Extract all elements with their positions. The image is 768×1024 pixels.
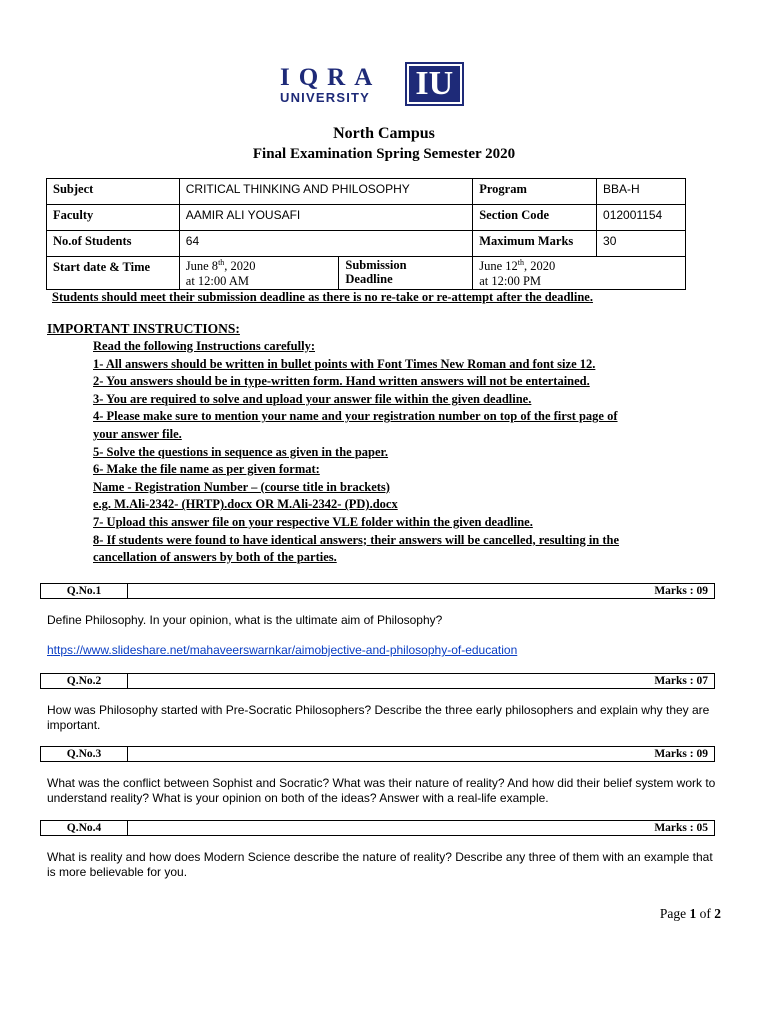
question-text-3: What was the conflict between Sophist and Socratic? What was their nature of reality? And how did their belief system work to understand reality? What is your opinion on both of the ideas? Answer with a real-life example.: [47, 776, 716, 805]
question-marks: Marks : 09: [654, 748, 708, 760]
section-code-label: Section Code: [473, 205, 597, 231]
program-value: BBA-H: [597, 179, 686, 205]
instruction-item: e.g. M.Ali-2342- (HRTP).docx OR M.Ali-2342- (PD).docx: [93, 497, 398, 512]
question-header-4: [40, 820, 715, 836]
logo-iqra-text: IQRA: [280, 63, 382, 91]
logo-university-text: UNIVERSITY: [280, 89, 371, 105]
max-marks-label: Maximum Marks: [473, 231, 597, 257]
instruction-item: 3- You are required to solve and upload your answer file within the given deadline.: [93, 391, 532, 406]
instructions-title: IMPORTANT INSTRUCTIONS:: [47, 321, 240, 336]
campus-title: North Campus: [333, 125, 435, 142]
question-text-2: How was Philosophy started with Pre-Socratic Philosophers? Describe the three early philosophers and explain why they are important.: [47, 703, 710, 732]
divider: [127, 584, 128, 598]
question-number: Q.No.2: [66, 675, 102, 687]
reference-link[interactable]: https://www.slideshare.net/mahaveerswarnkar/aimobjective-and-philosophy-of-education: [47, 643, 518, 657]
deadline-note: Students should meet their submission deadline as there is no re-take or re-attempt after the deadline.: [52, 290, 593, 304]
exam-title: Final Examination Spring Semester 2020: [252, 146, 516, 162]
deadline-date: June 12th, 2020: [479, 258, 556, 274]
divider: [127, 747, 128, 761]
faculty-value: AAMIR ALI YOUSAFI: [179, 205, 472, 231]
question-number: Q.No.1: [66, 585, 102, 597]
instruction-item: 1- All answers should be written in bullet points with Font Times New Roman and font size 12.: [93, 356, 596, 371]
max-marks-value: 30: [597, 231, 686, 257]
question-marks: Marks : 07: [654, 675, 708, 687]
start-date: June 8th, 2020: [185, 258, 256, 274]
question-header-1: [40, 583, 715, 599]
instruction-item: 2- You answers should be in type-written form. Hand written answers will not be entertained.: [93, 374, 590, 389]
instruction-item: 8- If students were found to have identical answers; their answers will be cancelled, resulting in the: [93, 532, 620, 547]
table-row: [47, 231, 686, 257]
instruction-item: 5- Solve the questions in sequence as given in the paper.: [93, 444, 389, 459]
course-info-table: [46, 178, 686, 290]
start-time: at 12:00 AM: [185, 273, 249, 288]
deadline-time: at 12:00 PM: [479, 273, 542, 288]
question-number: Q.No.3: [66, 748, 102, 760]
question-header-3: [40, 746, 715, 762]
question-number: Q.No.4: [66, 822, 102, 834]
subject-value: CRITICAL THINKING AND PHILOSOPHY: [179, 179, 472, 205]
section-code-value: 012001154: [597, 205, 686, 231]
divider: [127, 821, 128, 835]
question-marks: Marks : 09: [654, 585, 708, 597]
start-label: Start date & Time: [47, 257, 180, 290]
instruction-item: your answer file.: [93, 426, 182, 441]
deadline-value: [473, 257, 686, 290]
instruction-item: 6- Make the file name as per given format:: [93, 462, 320, 477]
question-text-1: Define Philosophy. In your opinion, what is the ultimate aim of Philosophy?: [47, 613, 443, 627]
students-value: 64: [179, 231, 472, 257]
page-number: Page 1 of 2: [659, 906, 721, 921]
instruction-item: Name - Registration Number – (course title in brackets): [93, 479, 390, 494]
instruction-item: cancellation of answers by both of the parties.: [93, 550, 337, 565]
start-value: [179, 257, 339, 290]
table-row: [47, 257, 686, 290]
table-row: [47, 205, 686, 231]
instruction-item: 7- Upload this answer file on your respective VLE folder within the given deadline.: [93, 514, 533, 529]
question-marks: Marks : 05: [654, 822, 708, 834]
instructions-list: [93, 338, 703, 567]
logo-wordmark: [276, 62, 401, 106]
submission-deadline-label: Submission Deadline: [339, 257, 473, 290]
instruction-item: Read the following Instructions carefully:: [93, 339, 315, 353]
students-label: No.of Students: [47, 231, 180, 257]
instruction-item: 4- Please make sure to mention your name and your registration number on top of the first page of: [93, 409, 618, 424]
faculty-label: Faculty: [47, 205, 180, 231]
subject-label: Subject: [47, 179, 180, 205]
table-row: [47, 179, 686, 205]
logo-iu-mark: IU: [405, 62, 464, 106]
program-label: Program: [473, 179, 597, 205]
question-text-4: What is reality and how does Modern Science describe the nature of reality? Describe any three of them with an example that is more believable for you.: [47, 850, 713, 879]
question-header-2: [40, 673, 715, 689]
iqra-university-logo: [276, 62, 464, 106]
divider: [127, 674, 128, 688]
